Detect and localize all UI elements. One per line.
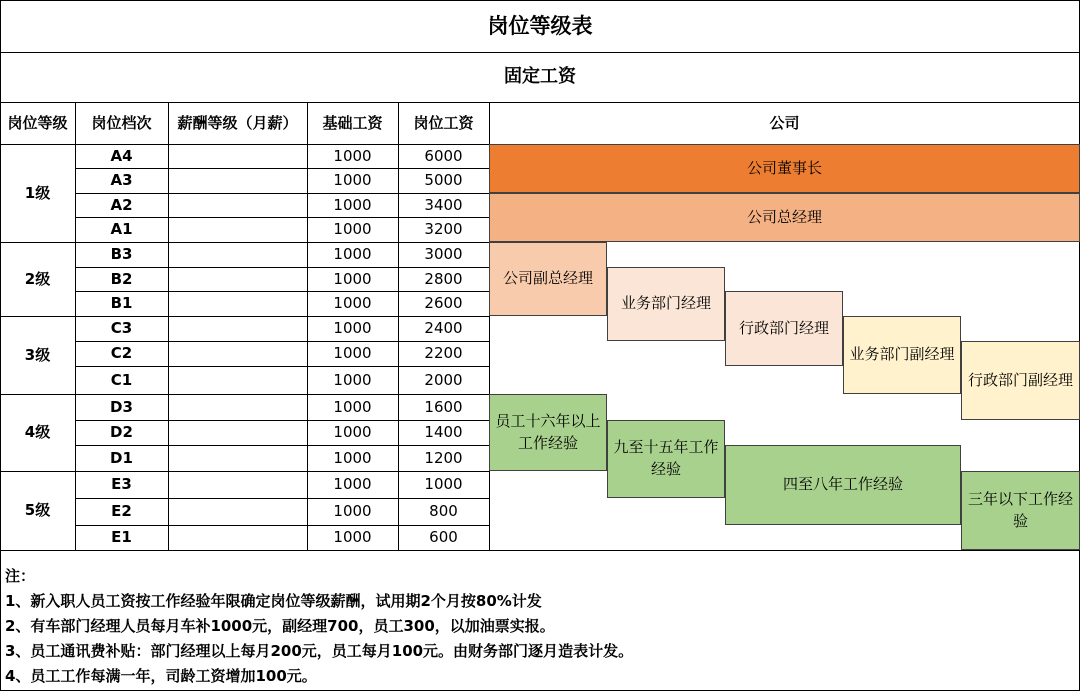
base-wage-cell: 1000 xyxy=(333,245,372,264)
base-wage-cell: 1000 xyxy=(333,423,372,442)
grade-cell: C3 xyxy=(110,319,133,338)
experience-4-8-years: 四至八年工作经验 xyxy=(725,445,961,525)
experience-16-plus-years: 员工十六年以上工作经验 xyxy=(489,394,607,471)
base-wage-cell: 1000 xyxy=(333,294,372,313)
post-wage-cell: 1400 xyxy=(424,423,463,442)
level-label-1: 1级 xyxy=(24,183,51,202)
grade-cell: B1 xyxy=(110,294,133,313)
grade-cell: A4 xyxy=(110,146,133,165)
post-wage-cell: 600 xyxy=(429,528,458,547)
position-admin-manager: 行政部门经理 xyxy=(725,291,843,366)
header-base-wage: 基础工资 xyxy=(322,113,383,132)
experience-9-15-years: 九至十五年工作经验 xyxy=(607,420,725,498)
post-wage-cell: 3000 xyxy=(424,245,463,264)
base-wage-cell: 1000 xyxy=(333,344,372,363)
grade-cell: A3 xyxy=(110,171,133,190)
level-label-5: 5级 xyxy=(24,501,51,520)
grade-cell: E2 xyxy=(111,502,132,521)
table-subtitle: 固定工资 xyxy=(504,65,576,87)
post-wage-cell: 1200 xyxy=(424,448,463,467)
grade-cell: D2 xyxy=(110,423,133,442)
grade-cell: C1 xyxy=(110,370,133,389)
base-wage-cell: 1000 xyxy=(333,528,372,547)
header-company: 公司 xyxy=(769,113,800,132)
grade-cell: A1 xyxy=(110,220,133,239)
grade-cell: C2 xyxy=(110,344,133,363)
grade-cell: B3 xyxy=(110,245,133,264)
post-wage-cell: 3400 xyxy=(424,195,463,214)
post-wage-cell: 5000 xyxy=(424,171,463,190)
post-wage-cell: 2600 xyxy=(424,294,463,313)
position-admin-deputy: 行政部门副经理 xyxy=(961,341,1080,420)
post-wage-cell: 2800 xyxy=(424,269,463,288)
post-wage-cell: 3200 xyxy=(424,220,463,239)
post-wage-cell: 1000 xyxy=(424,475,463,494)
base-wage-cell: 1000 xyxy=(333,502,372,521)
post-wage-cell: 6000 xyxy=(424,146,463,165)
base-wage-cell: 1000 xyxy=(333,370,372,389)
base-wage-cell: 1000 xyxy=(333,397,372,416)
header-grade: 岗位档次 xyxy=(91,113,152,132)
grade-cell: D3 xyxy=(110,397,133,416)
grade-cell: D1 xyxy=(110,448,133,467)
note-item: 1、新入职人员工资按工作经验年限确定岗位等级薪酬，试用期2个月按80%计发 xyxy=(5,592,542,610)
table-title: 岗位等级表 xyxy=(487,13,593,38)
note-item: 2、有车部门经理人员每月车补1000元，副经理700，员工300，以加油票实报。 xyxy=(5,617,555,635)
level-label-3: 3级 xyxy=(24,345,51,364)
base-wage-cell: 1000 xyxy=(333,146,372,165)
post-wage-cell: 800 xyxy=(429,502,458,521)
notes-section xyxy=(5,564,1075,689)
base-wage-cell: 1000 xyxy=(333,448,372,467)
header-level: 岗位等级 xyxy=(7,113,68,132)
header-salary-grade: 薪酬等级（月薪） xyxy=(177,113,298,132)
grade-cell: B2 xyxy=(110,269,133,288)
note-item: 3、员工通讯费补贴：部门经理以上每月200元，员工每月100元。由财务部门逐月造表计发。 xyxy=(5,642,634,660)
notes-heading: 注： xyxy=(5,567,36,585)
post-wage-cell: 2400 xyxy=(424,319,463,338)
experience-under-3-years: 三年以下工作经验 xyxy=(961,471,1080,550)
post-wage-cell: 2200 xyxy=(424,344,463,363)
level-label-2: 2级 xyxy=(24,269,51,288)
base-wage-cell: 1000 xyxy=(333,475,372,494)
grade-cell: E1 xyxy=(111,528,132,547)
position-deputy-gm: 公司副总经理 xyxy=(489,242,607,316)
position-general-manager: 公司总经理 xyxy=(489,193,1080,242)
post-wage-cell: 1600 xyxy=(424,397,463,416)
base-wage-cell: 1000 xyxy=(333,269,372,288)
position-business-deputy: 业务部门副经理 xyxy=(843,316,961,394)
position-business-manager: 业务部门经理 xyxy=(607,267,725,341)
post-wage-cell: 2000 xyxy=(424,370,463,389)
base-wage-cell: 1000 xyxy=(333,319,372,338)
grade-cell: E3 xyxy=(111,475,132,494)
base-wage-cell: 1000 xyxy=(333,171,372,190)
level-label-4: 4级 xyxy=(24,423,51,442)
base-wage-cell: 1000 xyxy=(333,195,372,214)
position-chairman: 公司董事长 xyxy=(489,144,1080,193)
note-item: 4、员工工作每满一年，司龄工资增加100元。 xyxy=(5,667,317,685)
header-post-wage: 岗位工资 xyxy=(413,113,474,132)
grade-cell: A2 xyxy=(110,195,133,214)
base-wage-cell: 1000 xyxy=(333,220,372,239)
